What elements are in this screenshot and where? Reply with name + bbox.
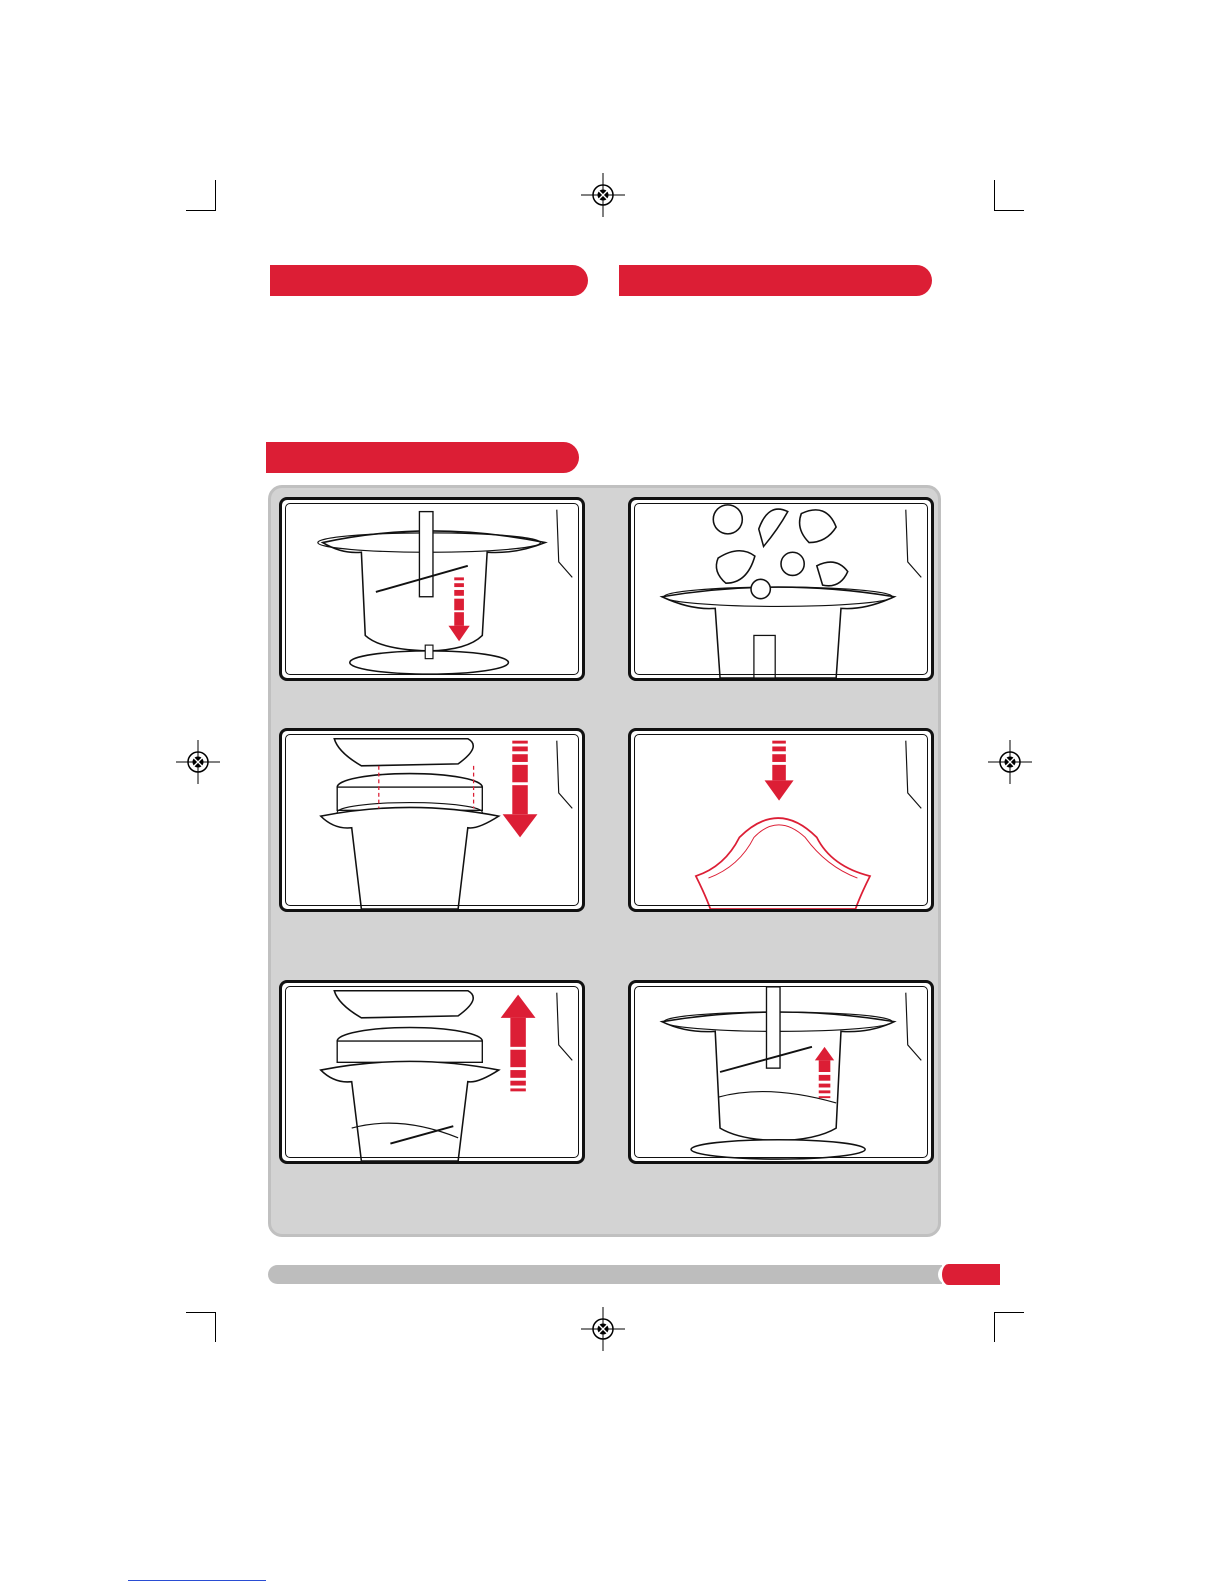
step-5-image [279, 980, 585, 1164]
lid-remove-icon [282, 983, 582, 1161]
header-bar-left [270, 265, 588, 296]
step-6-image [628, 980, 934, 1164]
crop-mark-bottom-left-v [215, 1312, 216, 1342]
crop-mark-bottom-left-h [186, 1312, 216, 1313]
blade-removal-icon [631, 983, 931, 1161]
footer-link-underline [128, 1580, 266, 1581]
crop-mark-bottom-right-h [994, 1312, 1024, 1313]
lid-attach-icon [282, 731, 582, 909]
registration-mark-left-icon [176, 740, 220, 784]
registration-mark-top-icon [581, 173, 625, 217]
step-2-image [628, 497, 934, 681]
add-ingredients-icon [631, 500, 931, 678]
section-bar [266, 442, 579, 473]
registration-mark-bottom-icon [581, 1307, 625, 1351]
header-bar-right [619, 265, 932, 296]
crop-mark-top-right-v [994, 180, 995, 210]
crop-mark-top-left-h [186, 210, 216, 211]
instructions-panel [268, 485, 941, 1237]
step-4-image [628, 728, 934, 912]
page-number-tab [938, 1264, 1000, 1285]
footer-bar [268, 1265, 942, 1284]
registration-mark-right-icon [988, 740, 1032, 784]
blade-insertion-icon [282, 500, 582, 678]
crop-mark-bottom-right-v [994, 1312, 995, 1342]
step-3-image [279, 728, 585, 912]
crop-mark-top-left-v [215, 180, 216, 210]
step-1-image [279, 497, 585, 681]
crop-mark-top-right-h [994, 210, 1024, 211]
press-top-icon [631, 731, 931, 909]
